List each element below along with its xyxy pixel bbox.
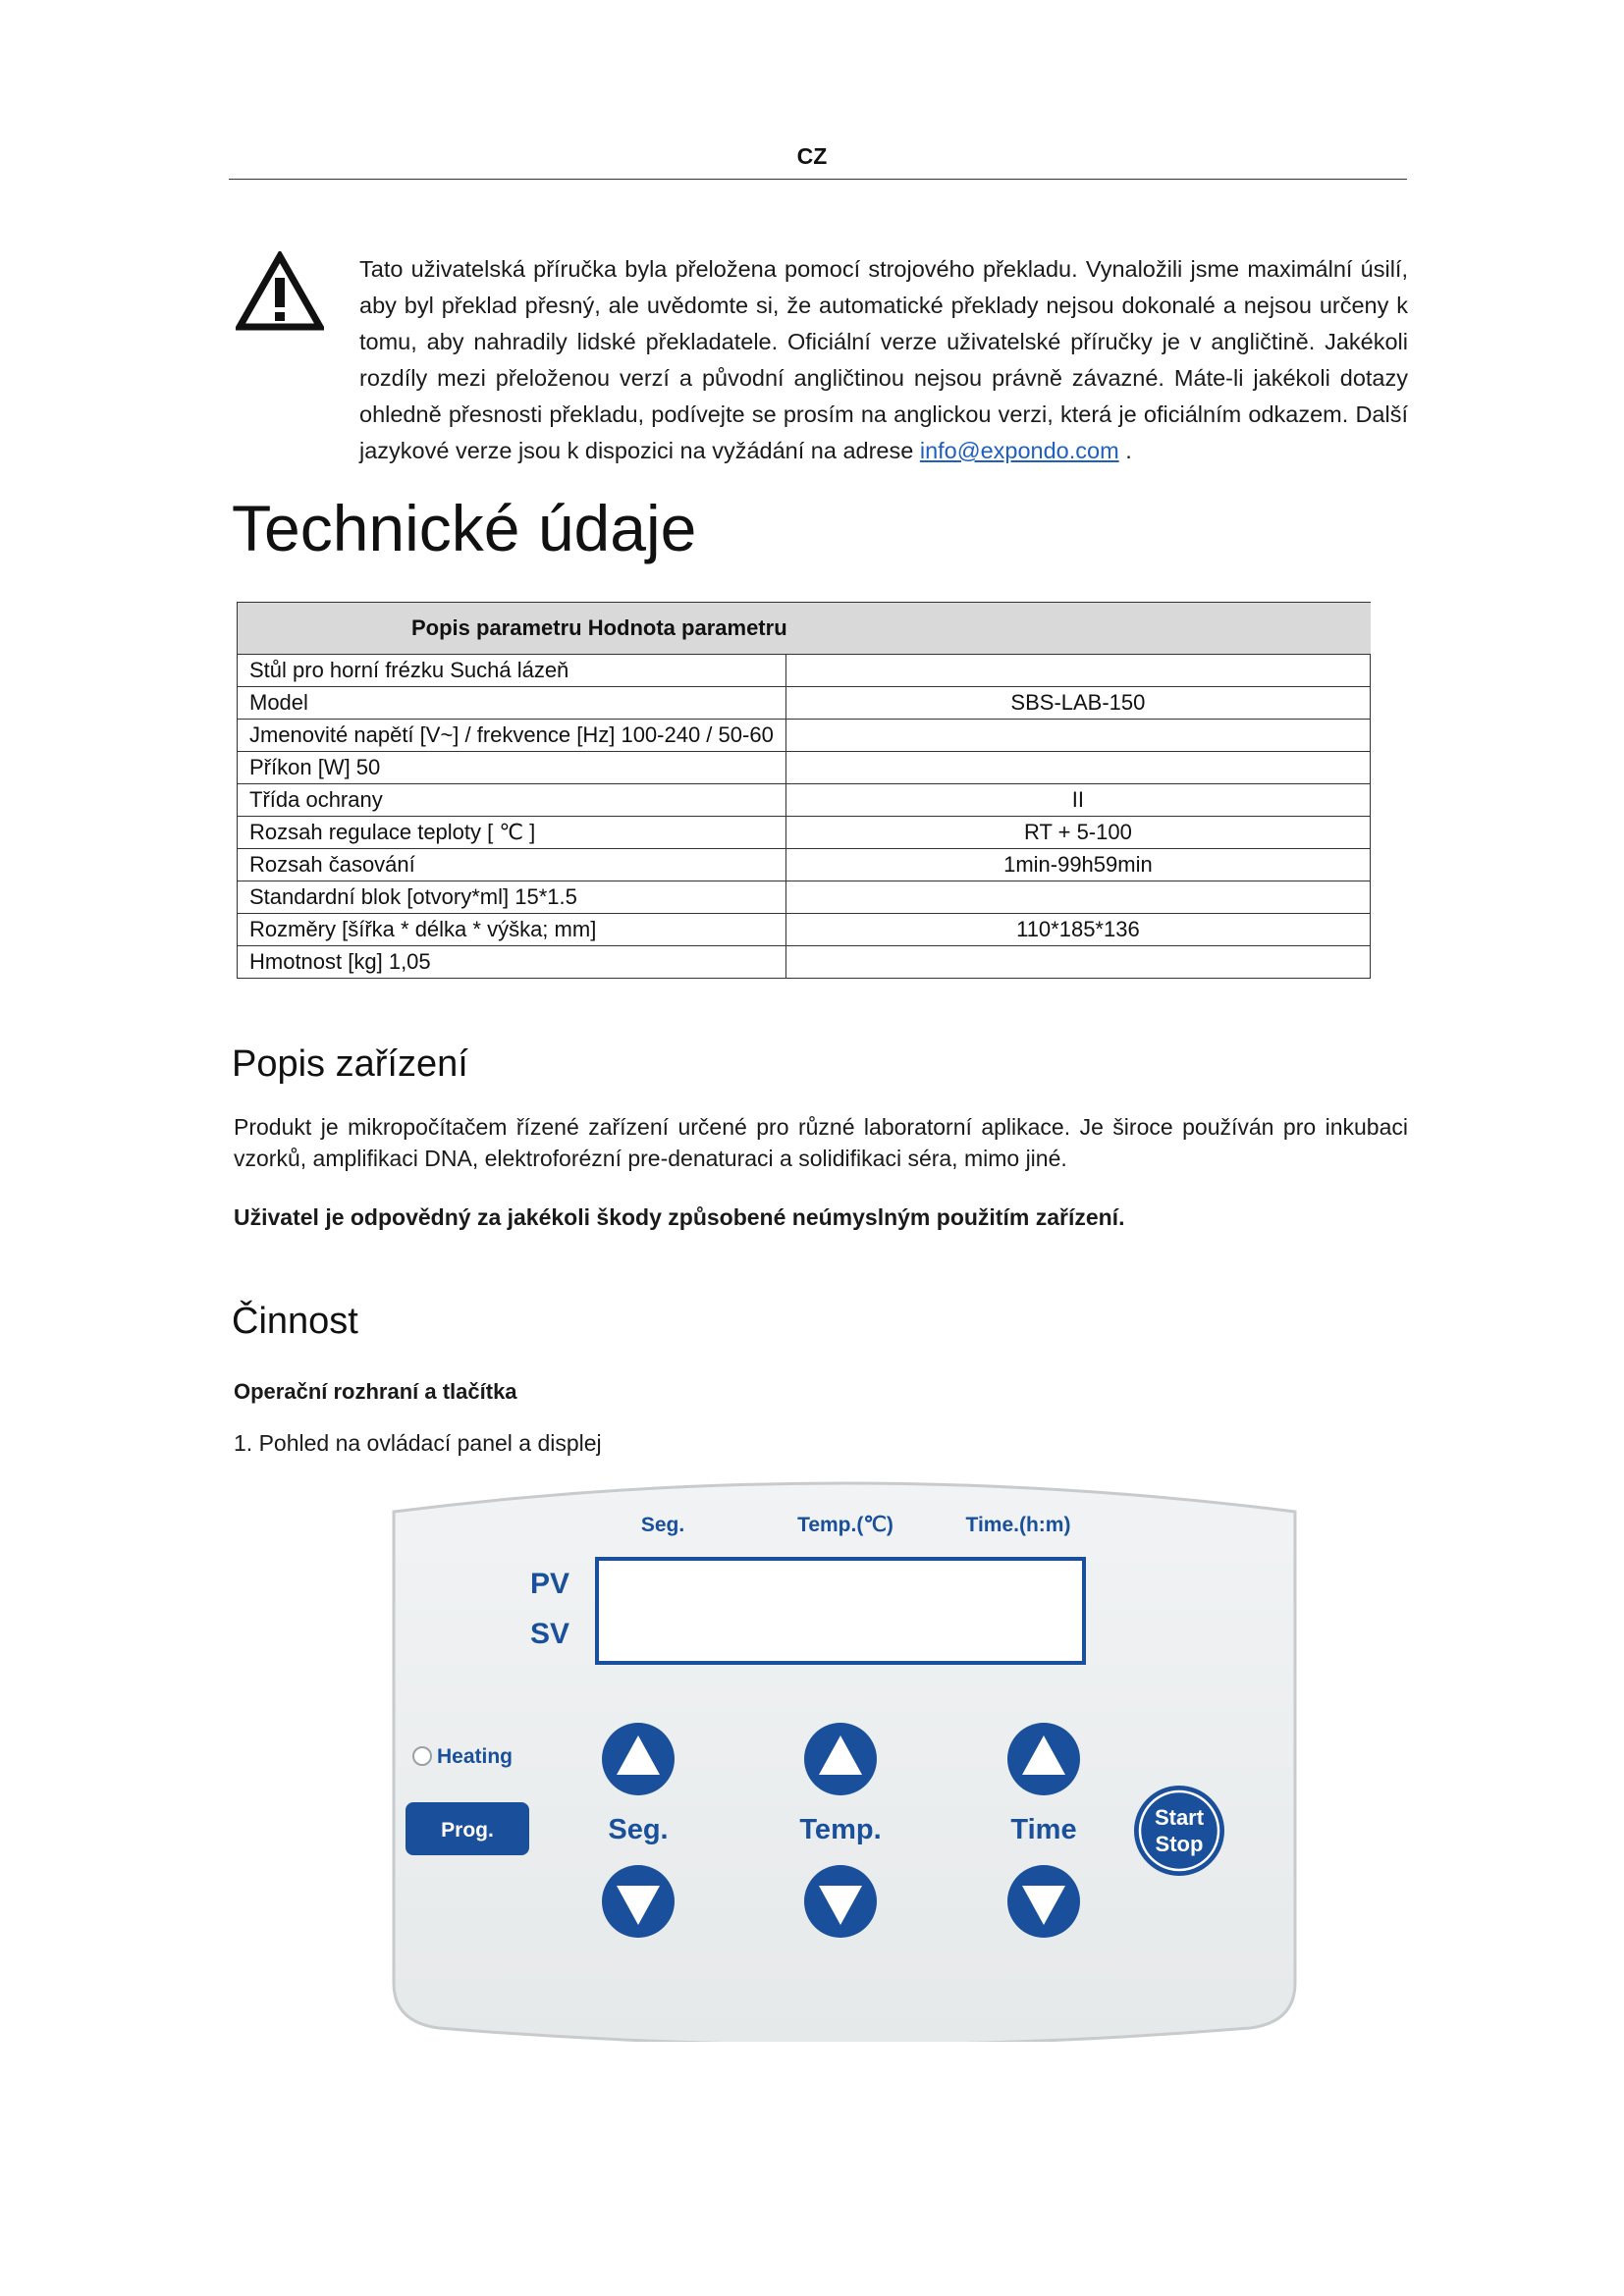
row-value: II (785, 784, 1370, 817)
seg-up-button[interactable] (602, 1723, 675, 1795)
table-header-cell (238, 603, 1371, 655)
page-header-lang: CZ (796, 143, 828, 169)
description-title: Popis zařízení (232, 1043, 468, 1085)
row-label: Stůl pro horní frézku Suchá lázeň (238, 655, 786, 687)
prog-button[interactable] (406, 1802, 529, 1855)
notice-text: Tato uživatelská příručka byla přeložena pomocí strojového překladu. Vynaložili jsme maximální úsilí, aby byl překlad přesný, ale uvědomte si, že automatické překlady nejsou dokonalé a nejsou určeny k tomu, aby nahradily lidské překladatele. Oficiální verze uživatelské příručky je v angličtině. Jakékoli rozdíly mezi přeloženou verzí a původní angličtinou nejsou právně závazné. Máte-li jakékoli dotazy ohledně přesnosti překladu, podívejte se prosím na anglickou verzi, která je oficiálním odkazem. Další jazykové verze jsou k dispozici na vyžádání na adrese (359, 256, 1408, 463)
start-label: Start (1154, 1805, 1205, 1830)
row-value: 110*185*136 (785, 914, 1370, 946)
header-rule (229, 179, 1407, 180)
description-text: Produkt je mikropočítačem řízené zařízení určené pro různé laboratorní aplikace. Je široce používán pro inkubaci vzorků, amplifikaci DNA, elektroforézní pre-denaturaci a solidifikaci séra, mimo jiné. (234, 1114, 1408, 1171)
row-label: Rozsah časování (238, 849, 786, 881)
pv-label: PV (529, 1568, 570, 1600)
table-row (238, 720, 1371, 752)
row-label: Standardní blok [otvory*ml] 15*1.5 (238, 881, 786, 914)
row-label: Rozsah regulace teploty [ ℃ ] (238, 817, 786, 849)
row-label: Hmotnost [kg] 1,05 (238, 946, 786, 979)
row-value: RT + 5-100 (785, 817, 1370, 849)
seg-down-button[interactable] (602, 1865, 675, 1938)
row-value (785, 752, 1370, 784)
translation-notice (359, 251, 1408, 469)
tech-title: Technické údaje (232, 492, 697, 564)
spec-table (237, 602, 1371, 979)
row-value (785, 720, 1370, 752)
table-row (238, 881, 1371, 914)
email-link[interactable]: info@expondo.com (919, 438, 1119, 463)
row-label: Rozměry [šířka * délka * výška; mm] (238, 914, 786, 946)
table-row (238, 849, 1371, 881)
operation-subtitle: Operační rozhraní a tlačítka (234, 1379, 517, 1404)
temp-down-button[interactable] (804, 1865, 877, 1938)
heating-label: Heating (437, 1745, 514, 1768)
row-label: Třída ochrany (238, 784, 786, 817)
table-row (238, 752, 1371, 784)
prog-button-label: Prog. (441, 1819, 494, 1842)
time-down-button[interactable] (1007, 1865, 1080, 1938)
display-window (597, 1559, 1084, 1663)
stop-label: Stop (1155, 1832, 1204, 1856)
table-row (238, 655, 1371, 687)
table-row (238, 687, 1371, 720)
row-value (785, 946, 1370, 979)
table-row (238, 946, 1371, 979)
col-temp-label: Temp.(℃) (797, 1514, 893, 1536)
table-header-row (238, 603, 1371, 655)
time-up-button[interactable] (1007, 1723, 1080, 1795)
table-row (238, 784, 1371, 817)
panel-list-item: 1. Pohled na ovládací panel a displej (234, 1430, 602, 1456)
seg-button-label: Seg. (608, 1814, 669, 1845)
liability-note: Uživatel je odpovědný za jakékoli škody způsobené neúmyslným použitím zařízení. (234, 1204, 1125, 1230)
row-label: Model (238, 687, 786, 720)
row-label: Příkon [W] 50 (238, 752, 786, 784)
row-value: SBS-LAB-150 (785, 687, 1370, 720)
control-panel (386, 1472, 1303, 2042)
operation-title: Činnost (232, 1301, 358, 1342)
start-stop-button[interactable] (1134, 1786, 1224, 1876)
temp-up-button[interactable] (804, 1723, 877, 1795)
table-row (238, 817, 1371, 849)
notice-end: . (1118, 438, 1132, 463)
row-value (785, 655, 1370, 687)
warning-icon (236, 251, 324, 332)
row-value (785, 881, 1370, 914)
temp-button-label: Temp. (799, 1814, 882, 1845)
row-value: 1min-99h59min (785, 849, 1370, 881)
row-label: Jmenovité napětí [V~] / frekvence [Hz] 100-240 / 50-60 (238, 720, 786, 752)
col-seg-label: Seg. (640, 1514, 685, 1536)
sv-label: SV (529, 1618, 570, 1650)
col-time-label: Time.(h:m) (965, 1514, 1071, 1536)
table-header-label: Popis parametru Hodnota parametru (411, 615, 787, 640)
heating-indicator-icon (413, 1747, 431, 1765)
table-row (238, 914, 1371, 946)
time-button-label: Time (1010, 1814, 1077, 1845)
